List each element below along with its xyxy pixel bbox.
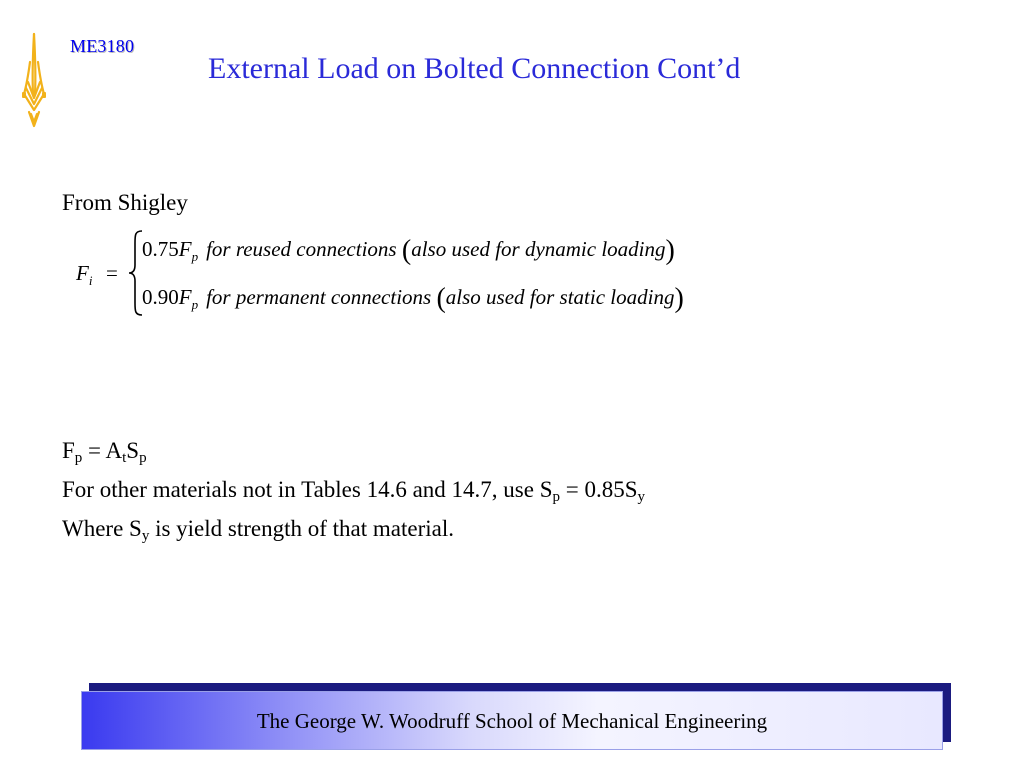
open-paren: ( (401, 235, 412, 266)
case-variable: $F_p$ (178, 237, 199, 265)
course-code: ME3180 (70, 36, 135, 56)
lhs-variable: F (76, 261, 89, 285)
case-coefficient: 0.75 (142, 237, 179, 261)
equation-lhs (76, 261, 92, 289)
case-condition: for reused connections (206, 237, 397, 261)
initial-preload-equation (76, 227, 906, 322)
source-label: From Shigley (62, 190, 188, 215)
close-paren: ) (665, 235, 675, 266)
close-paren: ) (674, 283, 684, 314)
other-materials-note: For other materials not in Tables 14.6 and 14.7, use $S_p = 0.85S_y$ (62, 477, 645, 505)
case-variable: $F_p$ (178, 285, 199, 313)
footer-text: The George W. Woodruff School of Mechanical Engineering (256, 709, 768, 733)
equation-case-permanent (142, 283, 684, 315)
case-coefficient: 0.90 (142, 285, 179, 309)
yield-strength-note: Where $S_y$ is yield strength of that material. (62, 516, 454, 544)
case-note: also used for static loading (445, 285, 675, 309)
proof-load-formula: $F_p = A_tS_p$ (62, 438, 147, 466)
flame-logo-icon (20, 32, 48, 128)
lhs-subscript: i (88, 273, 93, 289)
equals-sign: = (106, 261, 118, 285)
equation-case-reused (142, 235, 675, 267)
open-paren: ( (436, 283, 446, 314)
footer-banner (81, 691, 943, 750)
case-condition: for permanent connections (206, 285, 432, 309)
slide-title: External Load on Bolted Connection Cont’d (208, 52, 741, 85)
case-note: also used for dynamic loading (411, 237, 666, 261)
